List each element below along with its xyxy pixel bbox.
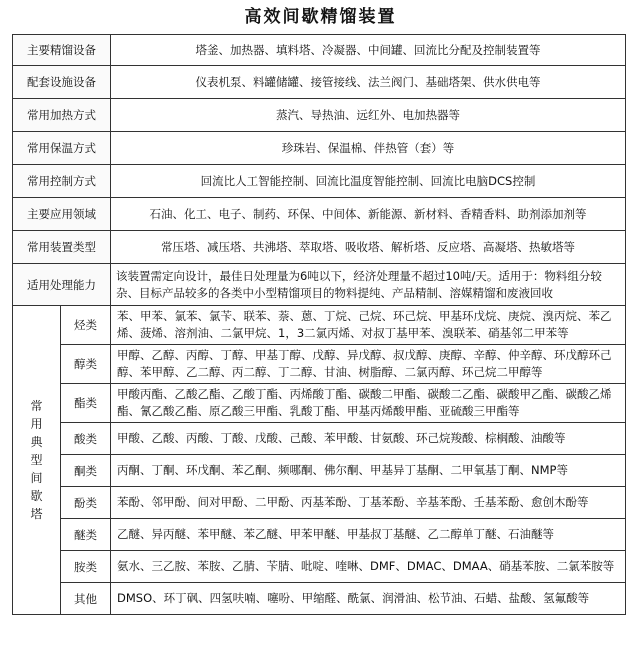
category-name: 酮类 (61, 455, 111, 487)
category-value: 丙酮、丁酮、环戊酮、苯乙酮、频哪酮、佛尔酮、甲基异丁基酮、二甲氧基丁酮、NMP等 (111, 455, 626, 487)
table-row (13, 583, 626, 615)
row-label: 常用控制方式 (13, 165, 111, 198)
row-value: 回流比人工智能控制、回流比温度智能控制、回流比电脑DCS控制 (111, 165, 626, 198)
table-row (13, 423, 626, 455)
table-row (13, 198, 626, 231)
category-name: 醇类 (61, 345, 111, 384)
row-label: 主要精馏设备 (13, 35, 111, 66)
row-label: 常用加热方式 (13, 99, 111, 132)
table-row (13, 345, 626, 384)
category-value: 甲酸丙酯、乙酸乙酯、乙酸丁酯、丙烯酸丁酯、碳酸二甲酯、碳酸二乙酯、碳酸甲乙酯、碳酸乙烯酯、氰乙酸乙酯、原乙酸三甲酯、乳酸丁酯、甲基丙烯酸甲酯、亚硫酸三甲酯等 (111, 384, 626, 423)
category-name: 烃类 (61, 306, 111, 345)
table-row (13, 551, 626, 583)
category-value: DMSO、环丁砜、四氢呋喃、噻吩、甲缩醛、酰氯、润滑油、松节油、石蜡、盐酸、氢氟酸等 (111, 583, 626, 615)
category-value: 氨水、三乙胺、苯胺、乙腈、苄腈、吡啶、喹啉、DMF、DMAC、DMAA、硝基苯胺、二氯苯胺等 (111, 551, 626, 583)
category-name: 酯类 (61, 384, 111, 423)
category-value: 甲醇、乙醇、丙醇、丁醇、甲基丁醇、戊醇、异戊醇、叔戊醇、庚醇、辛醇、仲辛醇、环戊醇环己醇、苯甲醇、乙二醇、丙二醇、丁二醇、甘油、树脂醇、二氯丙醇、环己烷二甲醇等 (111, 345, 626, 384)
category-value: 苯、甲苯、氯苯、氯苄、联苯、萘、蒽、丁烷、己烷、环己烷、甲基环戊烷、庚烷、溴丙烷、苯乙烯、菠烯、溶剂油、二氯甲烷、1，3二氯丙烯、对叔丁基甲苯、溴联苯、硝基邻二甲苯等 (111, 306, 626, 345)
row-value: 仪表机泵、料罐储罐、接管接线、法兰阀门、基础塔架、供水供电等 (111, 66, 626, 99)
category-name: 胺类 (61, 551, 111, 583)
table-row (13, 35, 626, 66)
category-value: 乙醚、异丙醚、苯甲醚、苯乙醚、甲苯甲醚、甲基叔丁基醚、乙二醇单丁醚、石油醚等 (111, 519, 626, 551)
category-name: 醚类 (61, 519, 111, 551)
row-label: 适用处理能力 (13, 264, 111, 306)
category-value: 甲酸、乙酸、丙酸、丁酸、戊酸、己酸、苯甲酸、甘氨酸、环己烷羧酸、棕榈酸、油酸等 (111, 423, 626, 455)
table-row (13, 455, 626, 487)
row-value: 塔釜、加热器、填料塔、冷凝器、中间罐、回流比分配及控制装置等 (111, 35, 626, 66)
page-title: 高效间歇精馏装置 (244, 7, 397, 27)
table-row (13, 99, 626, 132)
table-row (13, 384, 626, 423)
category-name: 酸类 (61, 423, 111, 455)
table-row (13, 487, 626, 519)
table-row (13, 66, 626, 99)
row-label: 常用装置类型 (13, 231, 111, 264)
table-row (13, 165, 626, 198)
category-name: 酚类 (61, 487, 111, 519)
row-value: 石油、化工、电子、制药、环保、中间体、新能源、新材料、香精香料、助剂添加剂等 (111, 198, 626, 231)
table-row (13, 132, 626, 165)
table-row (13, 231, 626, 264)
category-name: 其他 (61, 583, 111, 615)
row-value: 珍珠岩、保温棉、伴热管（套）等 (111, 132, 626, 165)
row-label: 主要应用领域 (13, 198, 111, 231)
category-value: 苯酚、邻甲酚、间对甲酚、二甲酚、丙基苯酚、丁基苯酚、辛基苯酚、壬基苯酚、愈创木酚等 (111, 487, 626, 519)
table-row (13, 306, 626, 345)
group-label-cell (13, 306, 61, 615)
row-value: 蒸汽、导热油、远红外、电加热器等 (111, 99, 626, 132)
table-row (13, 264, 626, 306)
row-value: 常压塔、减压塔、共沸塔、萃取塔、吸收塔、解析塔、反应塔、高凝塔、热敏塔等 (111, 231, 626, 264)
row-label: 常用保温方式 (13, 132, 111, 165)
spec-table (12, 34, 626, 615)
table-row (13, 519, 626, 551)
row-value: 该装置需定向设计，最佳日处理量为6吨以下，经济处理量不超过10吨/天。适用于：物料组分较杂、目标产品较多的各类中小型精馏项目的物料提纯、产品精制、溶媒精馏和废液回收 (111, 264, 626, 306)
group-label: 常用典型间歇塔 (30, 399, 43, 521)
row-label: 配套设施设备 (13, 66, 111, 99)
